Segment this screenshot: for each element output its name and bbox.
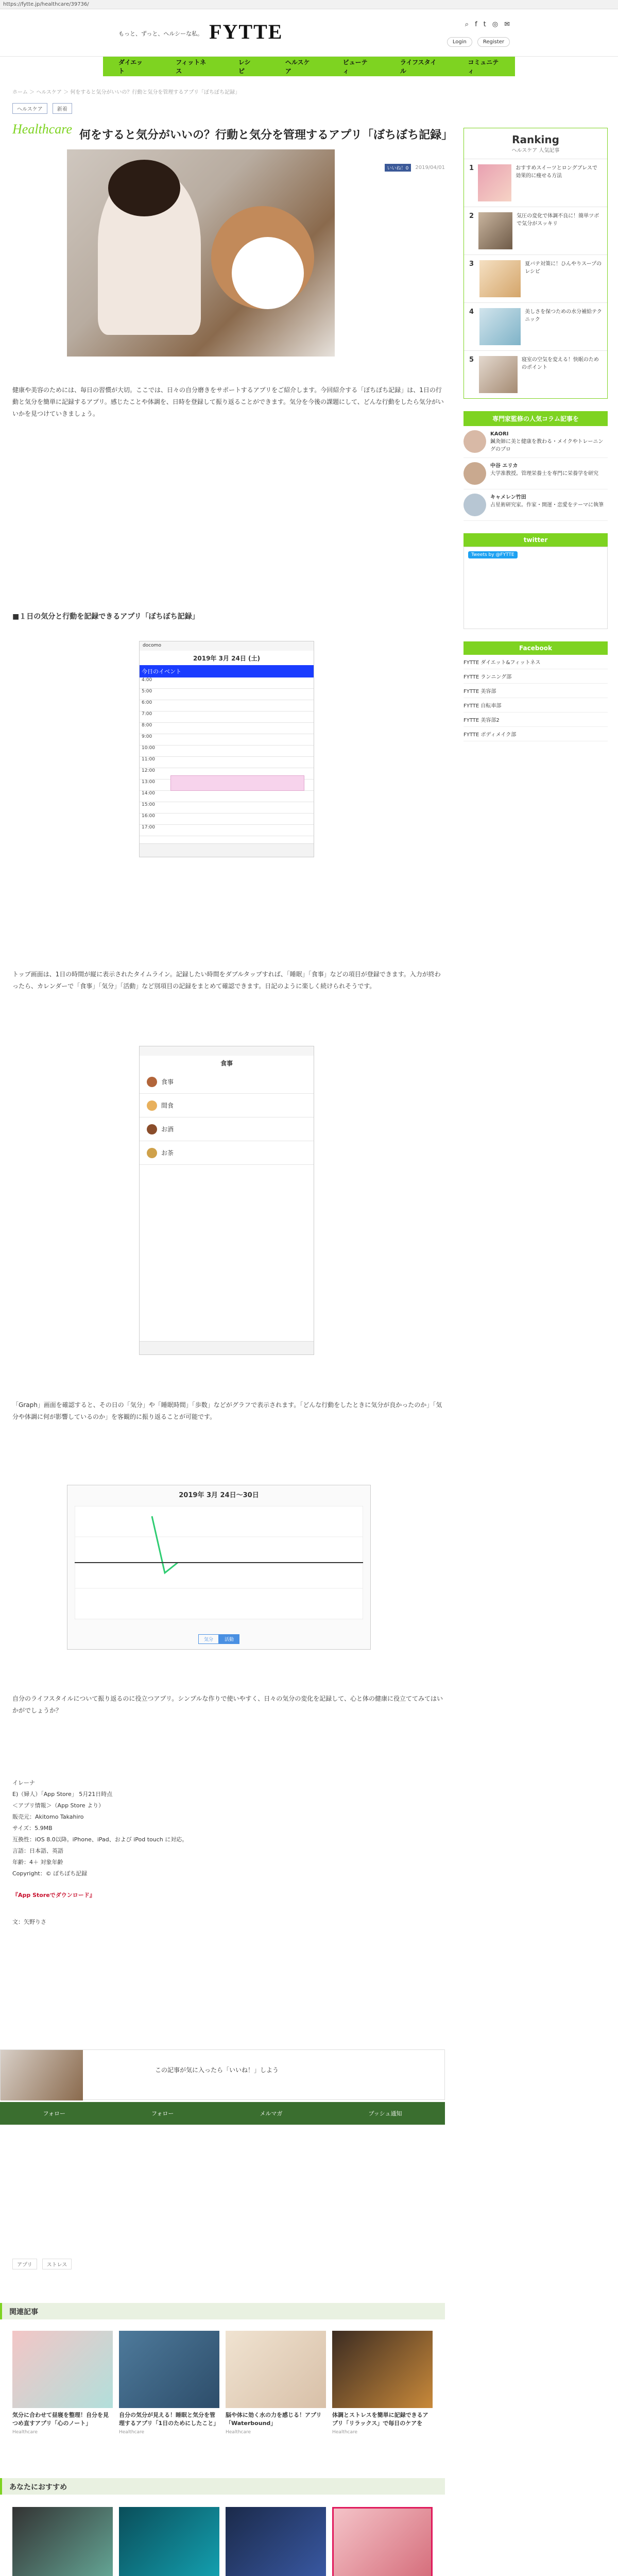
paragraph-2: トップ画面は、1日の時間が縦に表示されたタイムライン。記録したい時間をダブルタップすれば、「睡眠」「食事」などの項目が登録できます。入力が終わったら、カレンダーで「食事」「気分」「活動」など別項目の記録をまとめて確認できます。日記のように楽しく続けられそうです。	[12, 971, 441, 990]
ranking-item[interactable]	[464, 207, 607, 255]
facebook-icon[interactable]: f	[475, 21, 477, 28]
phone-2-title: 食事	[220, 1060, 233, 1067]
related-card[interactable]	[332, 2331, 433, 2435]
graph-toggle	[67, 1634, 370, 1644]
rank-number: 1	[469, 164, 474, 172]
info-line: 年齢：4＋ 対象年齢	[12, 1859, 63, 1866]
recommend-image	[226, 2507, 326, 2576]
category-meal[interactable]: 食事	[140, 1070, 314, 1094]
graph-title: 2019年 3月 24日〜30日	[179, 1492, 259, 1499]
facebook-link[interactable]: FYTTE 自転車部	[464, 698, 608, 713]
like-box-text: この記事が気に入ったら「いいね！」しよう	[155, 2066, 279, 2074]
intro-paragraph: 健康や美容のためには、毎日の習慣が大切。ここでは、日々の自分磨きをサポートするアプリをご紹介します。今回紹介する「ぼちぼち記録」は、1日の行動と気分を簡単に記録するアプリ。感じたことや体調を、日時を登録して振り返ることができます。気分を今後の課題にして、どんな行動をしたら気分がいいかを見つけていきましょう。	[12, 386, 444, 417]
nav-recipe[interactable]: レシピ	[238, 59, 251, 75]
app-info	[12, 1777, 445, 1928]
timeline-rows	[140, 677, 314, 836]
timeline-row[interactable]: 10:00	[140, 745, 314, 757]
ranking-item[interactable]	[464, 255, 607, 302]
expert-name: 中谷 エリカ	[490, 463, 518, 469]
ranking-item[interactable]	[464, 159, 607, 207]
rank-text: 気圧の変化で体調不良に！簡単ツボで気分がスッキリ	[517, 213, 599, 227]
ranking-sub: ヘルスケア 人気記事	[511, 148, 560, 154]
nav-diet[interactable]: ダイエット	[118, 59, 143, 75]
timeline-row[interactable]: 11:00	[140, 757, 314, 768]
related-card[interactable]	[12, 2331, 113, 2435]
nav-fitness[interactable]: フィットネス	[176, 59, 207, 75]
timeline-row[interactable]: 13:00	[140, 779, 314, 791]
related-title: 気分に合わせて昼寝を整理！自分を見つめ直すアプリ「心のノート」	[12, 2412, 109, 2427]
related-header: 関連記事	[0, 2303, 445, 2319]
timeline-event[interactable]	[170, 775, 304, 791]
nav-beauty[interactable]: ビューティ	[342, 59, 368, 75]
recommend-card[interactable]	[226, 2507, 326, 2576]
facebook-header: Facebook	[464, 641, 608, 655]
site-header	[0, 9, 618, 57]
timeline-row[interactable]: 8:00	[140, 723, 314, 734]
related-title: 体調とストレスを簡単に記録できるアプリ「リラックス」で毎日のケアを	[332, 2412, 428, 2427]
category-column	[12, 122, 72, 137]
avatar	[464, 494, 486, 516]
phone-2-tab-bar	[140, 1341, 314, 1354]
login-button[interactable]: Login	[447, 37, 472, 47]
auth-buttons	[447, 37, 510, 47]
rank-text: おすすめスイーツとロングブレスで効果的に痩せる方法	[516, 165, 597, 179]
article-date: 2019/04/01	[415, 165, 445, 171]
timeline-row[interactable]: 15:00	[140, 802, 314, 814]
timeline-row[interactable]: 7:00	[140, 711, 314, 723]
twitter-icon[interactable]: t	[483, 21, 486, 28]
rank-image	[478, 164, 511, 201]
info-line: イレーナ	[12, 1780, 35, 1786]
instagram-icon[interactable]: ◎	[492, 21, 499, 28]
nav-community[interactable]: コミュニティ	[468, 59, 499, 75]
title-area	[79, 128, 453, 143]
related-image	[332, 2331, 433, 2408]
timeline-row[interactable]: 6:00	[140, 700, 314, 711]
category-alcohol[interactable]: お酒	[140, 1117, 314, 1141]
ranking-item[interactable]	[464, 350, 607, 398]
site-logo[interactable]: FYTTE	[209, 20, 283, 43]
main-nav	[103, 57, 515, 76]
related-title: 脳や体に効く水の力を感じる！アプリ「Waterbound」	[226, 2412, 322, 2427]
expert-name: キャメレン竹田	[490, 495, 526, 500]
article-title: 何をすると気分がいいの？行動と気分を管理するアプリ「ぼちぼち記録」	[79, 129, 453, 142]
line-icon[interactable]: ✉	[504, 21, 510, 28]
site-tagline: もっと、ずっと、ヘルシーな私。	[118, 30, 203, 37]
rank-number: 5	[469, 356, 474, 364]
recommend-image	[334, 2509, 431, 2576]
phone-status-bar-2	[140, 1046, 314, 1056]
related-title: 自分の気分が見える！睡眠と気分を管理するアプリ「1日のためにしたこと」	[119, 2412, 219, 2427]
twitter-timeline[interactable]	[464, 547, 608, 629]
graph-screenshot	[67, 1485, 371, 1650]
facebook-link[interactable]: FYTTE 美容部	[464, 684, 608, 698]
recommend-card[interactable]	[332, 2507, 433, 2576]
avatar	[464, 430, 486, 453]
header-brand[interactable]	[118, 20, 283, 44]
related-image	[226, 2331, 326, 2408]
phone-screenshot-timeline	[139, 641, 314, 857]
expert-item[interactable]	[464, 426, 608, 458]
graph-plot	[75, 1506, 363, 1619]
like-count-badge[interactable]: いいね！0	[385, 164, 411, 172]
section-title: ■１日の気分と行動を記録できるアプリ「ぼちぼち記録」	[12, 613, 199, 621]
like-box	[0, 2049, 445, 2100]
recommend-card[interactable]	[12, 2507, 113, 2576]
category-tea[interactable]: お茶	[140, 1141, 314, 1165]
rank-number: 2	[469, 212, 474, 220]
ranking-item[interactable]	[464, 302, 607, 350]
follow-instagram[interactable]: フォロー	[151, 2110, 174, 2117]
article-author: 文：矢野りさ	[12, 1919, 46, 1925]
timeline-row[interactable]: 4:00	[140, 677, 314, 689]
recommend-cards	[12, 2507, 433, 2576]
facebook-section	[464, 641, 608, 741]
related-cat: Healthcare	[226, 2429, 251, 2435]
related-cat: Healthcare	[12, 2429, 38, 2435]
tag-app[interactable]: アプリ	[12, 2259, 37, 2269]
paragraph-4: 自分のライフスタイルについて振り返るのに役立つアプリ。シンプルな作りで使いやすく、日々の気分の変化を記録して、心と体の健康に役立ててみてはいかがでしょうか？	[12, 1695, 443, 1714]
related-cat: Healthcare	[119, 2429, 145, 2435]
article-meta	[385, 164, 445, 172]
timeline-row[interactable]: 14:00	[140, 791, 314, 802]
rank-text: 美しさを保つための水分補給テクニック	[525, 309, 602, 323]
url-bar[interactable]: https://fytte.jp/healthcare/39736/	[0, 0, 618, 9]
info-line: E)（婦人）「App Store」 5月21日時点	[12, 1791, 113, 1798]
phone-status-bar: docomo	[140, 641, 314, 651]
expert-desc: 占星術研究家。作家・開運・恋愛をテーマに執筆	[490, 502, 604, 508]
info-line: 互換性：iOS 8.0以降。iPhone、iPad、および iPod touch に対応。	[12, 1836, 188, 1843]
nav-healthcare[interactable]: ヘルスケア	[285, 59, 310, 75]
expert-desc: 鍼灸師に美と健康を教わる・メイクやトレーニングのプロ	[490, 439, 604, 452]
article-tag-list	[12, 2259, 72, 2269]
article	[12, 103, 453, 171]
recommend-header: あなたにおすすめ	[0, 2478, 445, 2495]
related-image	[12, 2331, 113, 2408]
hero-image	[67, 149, 335, 357]
hero-dog-white	[232, 237, 304, 309]
paragraph-3: 「Graph」画面を確認すると、その日の「気分」や「睡眠時間」「歩数」などがグラフで表示されます。「どんな行動をしたときに気分が良かったのか」「気分や体調に何が影響しているのか」を客観的に振り返ることが可能です。	[12, 1401, 442, 1420]
tag-healthcare[interactable]: ヘルスケア	[12, 103, 47, 114]
ranking-box	[464, 128, 608, 399]
follow-mailmag[interactable]: メルマガ	[260, 2110, 283, 2117]
rank-image	[479, 356, 518, 393]
facebook-link[interactable]: FYTTE 美容部2	[464, 713, 608, 727]
twitter-header: twitter	[464, 533, 608, 547]
timeline-row[interactable]: 17:00	[140, 825, 314, 836]
timeline-row[interactable]: 9:00	[140, 734, 314, 745]
ranking-title: Ranking	[512, 133, 559, 146]
sidebar	[464, 128, 608, 741]
facebook-link[interactable]: FYTTE ランニング部	[464, 669, 608, 684]
rank-text: 寝室の空気を変える！快眠のためのポイント	[521, 357, 599, 370]
tweets-by[interactable]: Tweets by @FYTTE	[468, 551, 518, 558]
info-line: サイズ：5.9MB	[12, 1825, 53, 1832]
rank-number: 3	[469, 260, 474, 268]
related-cards	[12, 2331, 433, 2435]
follow-bar	[0, 2102, 445, 2125]
rank-number: 4	[469, 308, 474, 316]
recommend-image	[12, 2507, 113, 2576]
tag-stress[interactable]: ストレス	[42, 2259, 72, 2269]
phone-date: 2019年 3月 24日 (土)	[193, 655, 260, 662]
nav-lifestyle[interactable]: ライフスタイル	[400, 59, 437, 75]
register-button[interactable]: Register	[477, 37, 510, 47]
phone-tab-bar	[140, 843, 314, 857]
category-snack[interactable]: 間食	[140, 1094, 314, 1117]
info-line: 販売元：Akitomo Takahiro	[12, 1814, 84, 1820]
facebook-link[interactable]: FYTTE ダイエット&フィットネス	[464, 655, 608, 669]
avatar	[464, 462, 486, 485]
recommend-card[interactable]	[119, 2507, 219, 2576]
search-icon[interactable]: ⌕	[465, 21, 469, 28]
rank-image	[479, 260, 521, 297]
recommend-image	[119, 2507, 219, 2576]
rank-image	[479, 308, 521, 345]
phone-event-header: 今日のイベント	[140, 665, 314, 677]
info-line: ＜アプリ情報＞（App Store より）	[12, 1802, 105, 1809]
expert-section	[464, 411, 608, 521]
timeline-row[interactable]: 5:00	[140, 689, 314, 700]
follow-push[interactable]: プッシュ通知	[368, 2110, 402, 2117]
graph-btn-mood[interactable]: 気分	[198, 1634, 219, 1644]
breadcrumb[interactable]: ホーム ＞ ヘルスケア ＞ 何をすると気分がいいの？行動と気分を管理するアプリ「ぼちぼち記録」	[12, 90, 241, 95]
facebook-link[interactable]: FYTTE ボディメイク部	[464, 727, 608, 741]
related-card[interactable]	[119, 2331, 219, 2435]
expert-item[interactable]	[464, 458, 608, 489]
tag-new[interactable]: 新着	[53, 103, 72, 114]
phone-screenshot-categories	[139, 1046, 314, 1355]
hero-hair	[108, 160, 180, 216]
related-card[interactable]	[226, 2331, 326, 2435]
like-box-image	[1, 2050, 83, 2100]
expert-name: KAORI	[490, 431, 509, 437]
timeline-row[interactable]: 16:00	[140, 814, 314, 825]
follow-twitter[interactable]: フォロー	[43, 2110, 65, 2117]
expert-item[interactable]	[464, 489, 608, 521]
category-label: Healthcare	[12, 122, 72, 137]
rank-image	[478, 212, 512, 249]
info-line: 言語：日本語、英語	[12, 1848, 63, 1854]
twitter-section	[464, 533, 608, 629]
related-cat: Healthcare	[332, 2429, 358, 2435]
related-image	[119, 2331, 219, 2408]
social-icons	[465, 21, 510, 28]
rank-text: 夏バテ対策に！ひんやりスープのレシピ	[525, 261, 602, 275]
ranking-header	[464, 128, 607, 159]
article-tags	[12, 103, 445, 114]
expert-desc: 大学准教授。管理栄養士を専門に栄養学を研究	[490, 471, 598, 477]
expert-header: 専門家監修の人気コラム記事を	[464, 411, 608, 426]
timeline-row[interactable]: 12:00	[140, 768, 314, 779]
info-line: Copyright：© ぼちぼち記録	[12, 1870, 88, 1877]
graph-btn-activity[interactable]: 活動	[219, 1634, 239, 1644]
app-store-link[interactable]: 『App Storeでダウンロード』	[12, 1892, 95, 1899]
